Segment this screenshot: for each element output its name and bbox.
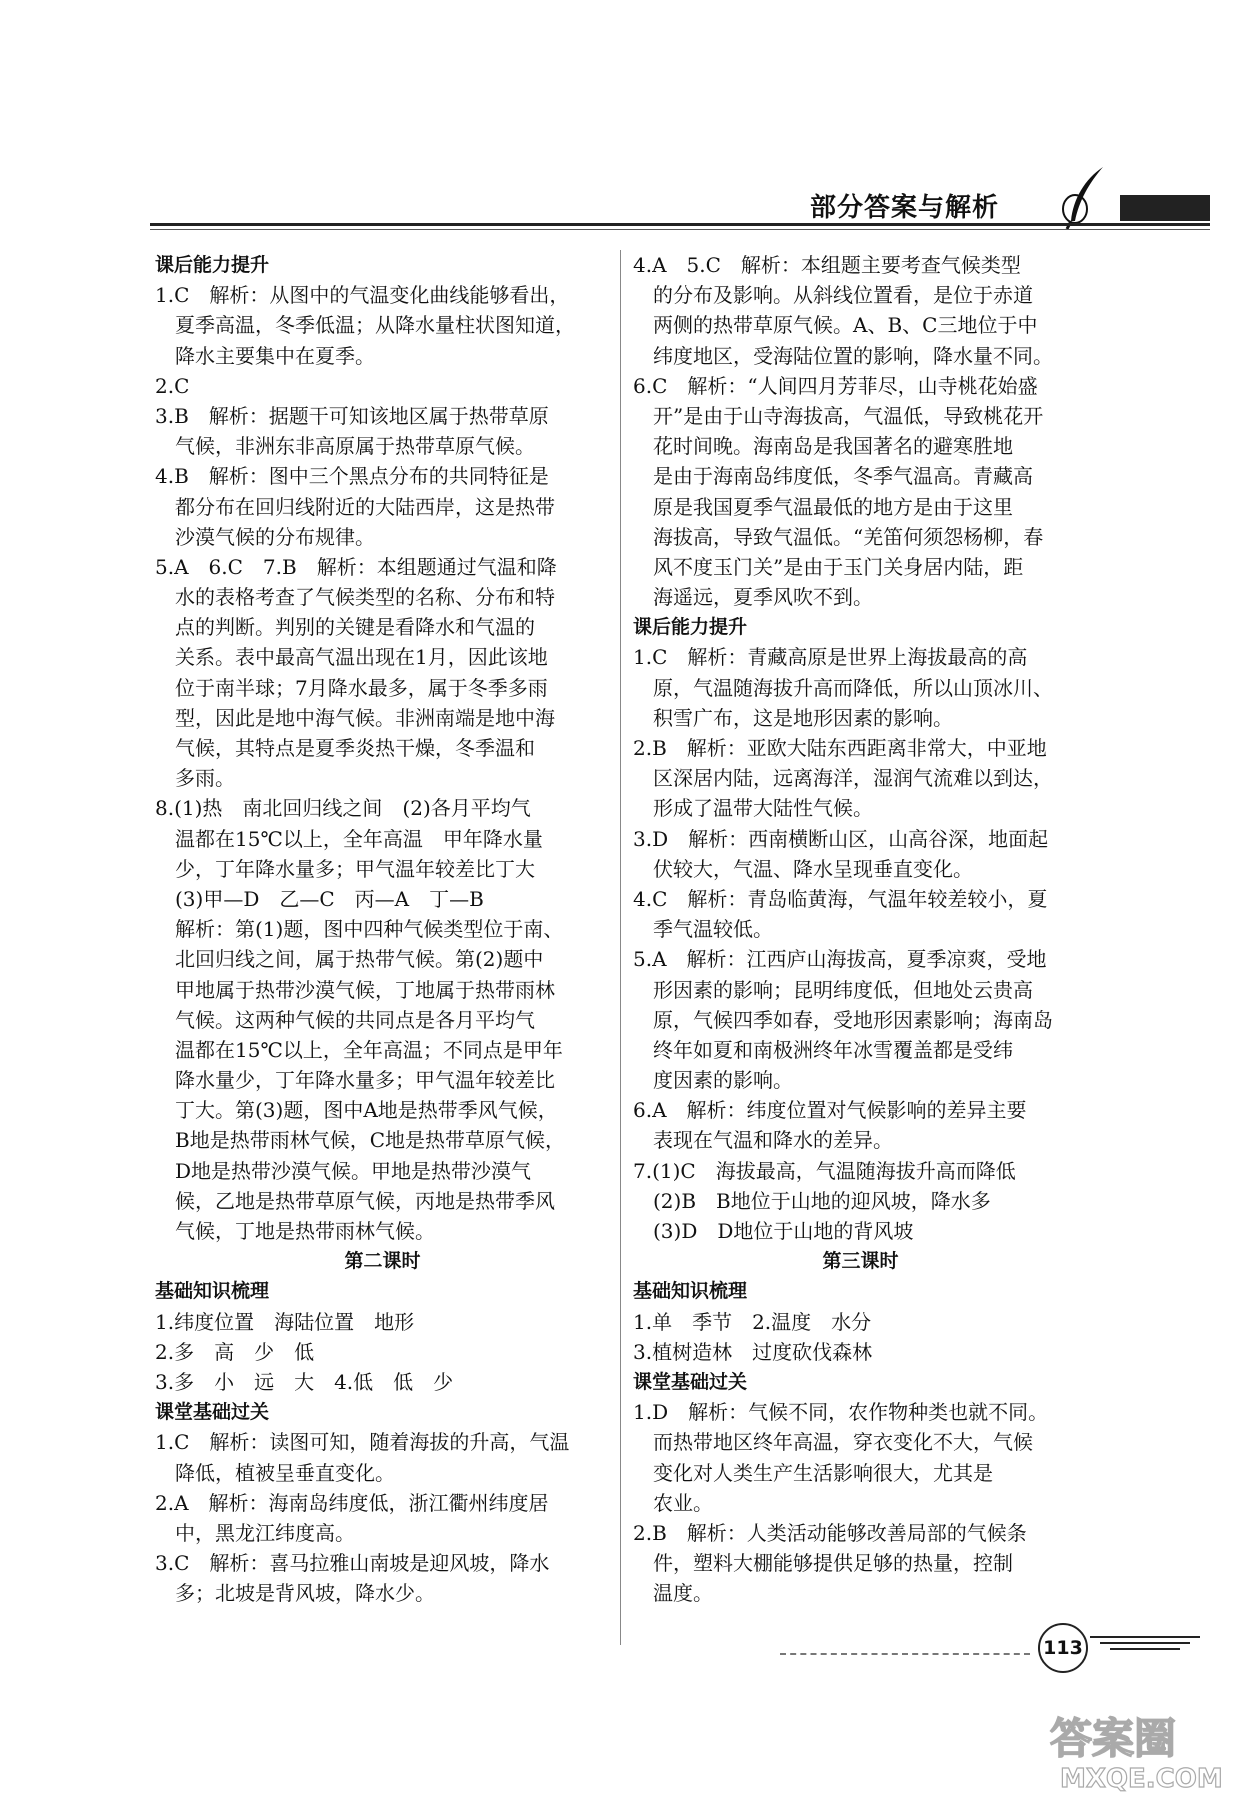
answer-line: 中，黑龙江纬度高。 [155, 1520, 355, 1545]
answer-line: 丁大。第(3)题，图中A地是热带季风气候， [155, 1098, 558, 1123]
answer-line: 纬度地区，受海陆位置的影响，降水量不同。 [633, 343, 1053, 368]
answer-line: 而热带地区终年高温，穿衣变化不大，气候 [633, 1430, 1033, 1455]
answer-line: 1.单 季节 2.温度 水分 [633, 1309, 872, 1334]
answer-line: 气候，丁地是热带雨林气候。 [155, 1219, 435, 1243]
answer-line: 8.(1)热 南北回归线之间 (2)各月平均气 [155, 796, 531, 821]
answer-line: 温都在15℃以上，全年高温 甲年降水量 [155, 826, 543, 851]
answer-line: 2.A 解析：海南岛纬度低，浙江衢州纬度居 [155, 1490, 549, 1515]
answer-line: 风不度玉门关”是由于玉门关身居内陆，距 [633, 554, 1024, 579]
answer-line: 1.C 解析：从图中的气温变化曲线能够看出， [155, 283, 570, 308]
answer-line: 甲地属于热带沙漠气候，丁地属于热带雨林 [155, 977, 555, 1002]
section-heading: 课堂基础过关 [155, 1401, 270, 1424]
answer-line: 1.纬度位置 海陆位置 地形 [155, 1309, 415, 1334]
answer-line: 水的表格考查了气候类型的名称、分布和特 [155, 585, 555, 610]
section-heading: 课堂基础过关 [633, 1370, 748, 1393]
answer-line: 位于南半球；7月降水最多，属于冬季多雨 [155, 675, 548, 700]
answer-line: 沙漠气候的分布规律。 [155, 524, 375, 549]
answer-line: 降水量少，丁年降水量多；甲气温年较差比 [155, 1068, 555, 1093]
answer-line: 2.多 高 少 低 [155, 1339, 315, 1364]
answer-line: 形因素的影响；昆明纬度低，但地处云贵高 [633, 977, 1033, 1002]
answer-line: (3)甲—D 乙—C 丙—A 丁—B [155, 886, 484, 911]
right-column [633, 250, 1088, 1608]
answer-line: 解析：第(1)题，图中四种气候类型位于南、 [155, 917, 564, 942]
answer-line: 温度。 [633, 1581, 713, 1606]
answer-line: 点的判断。判别的关键是看降水和气温的 [155, 615, 535, 640]
watermark-logo [1040, 1705, 1240, 1795]
page-footer [780, 1615, 1220, 1675]
answer-line: 气候，非洲东非高原属于热带草原气候。 [155, 434, 535, 459]
answer-line: 少，丁年降水量多；甲气温年较差比丁大 [155, 856, 535, 881]
watermark-seal-icon [1040, 1705, 1240, 1795]
svg-text:答案圈: 答案圈 [1050, 1714, 1177, 1763]
header-rule-thin [150, 229, 1210, 230]
answer-line: B地是热带雨林气候，C地是热带草原气候， [155, 1128, 565, 1153]
answer-line: 的分布及影响。从斜线位置看，是位于赤道 [633, 283, 1033, 308]
answer-line: 5.A 解析：江西庐山海拔高，夏季凉爽，受地 [633, 947, 1047, 972]
answer-line: 是由于海南岛纬度低，冬季气温高。青藏高 [633, 464, 1033, 489]
lesson-heading: 第二课时 [344, 1250, 421, 1273]
answer-line: 7.(1)C 海拔最高，气温随海拔升高而降低 [633, 1158, 1016, 1183]
footer-dotted-rule [780, 1653, 1030, 1655]
answer-line: 3.植树造林 过度砍伐森林 [633, 1339, 873, 1364]
answer-line: 两侧的热带草原气候。A、B、C三地位于中 [633, 313, 1038, 338]
answer-line: 形成了温带大陆性气候。 [633, 796, 873, 821]
header-rule [150, 223, 1210, 226]
section-heading: 基础知识梳理 [155, 1280, 270, 1303]
answer-line: 6.C 解析：“人间四月芳菲尽，山寺桃花始盛 [633, 373, 1038, 398]
answer-line: 1.C 解析：青藏高原是世界上海拔最高的高 [633, 645, 1028, 670]
answer-line: 4.C 解析：青岛临黄海，气温年较差较小，夏 [633, 886, 1048, 911]
answer-line: 区深居内陆，远离海洋，湿润气流难以到达， [633, 766, 1053, 791]
column-divider [620, 250, 621, 1645]
answer-line: 3.D 解析：西南横断山区，山高谷深，地面起 [633, 826, 1049, 851]
lesson-heading: 第三课时 [822, 1250, 899, 1273]
answer-line: 4.A 5.C 解析：本组题主要考查气候类型 [633, 253, 1021, 277]
svg-text:MXQE.COM: MXQE.COM [1060, 1764, 1223, 1794]
answer-line: 降低，植被呈垂直变化。 [155, 1460, 395, 1485]
answer-line: 花时间晚。海南岛是我国著名的避寒胜地 [633, 434, 1013, 459]
answer-line: 降水主要集中在夏季。 [155, 343, 375, 368]
answer-line: 海遥远，夏季风吹不到。 [633, 585, 873, 610]
answer-line: 终年如夏和南极洲终年冰雪覆盖都是受纬 [633, 1037, 1013, 1062]
answer-line: 3.多 小 远 大 4.低 低 少 [155, 1369, 454, 1394]
answer-line: (2)B B地位于山地的迎风坡，降水多 [633, 1188, 991, 1213]
answer-line: 夏季高温，冬季低温；从降水量柱状图知道， [155, 313, 575, 338]
answer-line: 开”是由于山寺海拔高，气温低，导致桃花开 [633, 403, 1044, 428]
left-column [155, 250, 610, 1608]
answer-line: 伏较大，气温、降水呈现垂直变化。 [633, 856, 973, 881]
answer-line: 气候，其特点是夏季炎热干燥，冬季温和 [155, 736, 535, 760]
answer-line: 2.C [155, 373, 190, 398]
answer-line: 3.C 解析：喜马拉雅山南坡是迎风坡，降水 [155, 1551, 550, 1576]
answer-line: 气候。这两种气候的共同点是各月平均气 [155, 1007, 535, 1032]
answer-line: 3.B 解析：据题干可知该地区属于热带草原 [155, 403, 549, 428]
answer-line: 候，乙地是热带草原气候，丙地是热带季风 [155, 1188, 555, 1213]
answer-line: 度因素的影响。 [633, 1068, 793, 1093]
answer-line: 原是我国夏季气温最低的地方是由于这里 [633, 494, 1013, 519]
page-header [150, 185, 1210, 230]
answer-line: 积雪广布，这是地形因素的影响。 [633, 705, 953, 730]
header-bar-decoration [1120, 195, 1210, 221]
answer-line: 温都在15℃以上，全年高温；不同点是甲年 [155, 1037, 563, 1062]
answer-line: 季气温较低。 [633, 917, 773, 942]
page-number: 113 [1038, 1623, 1088, 1673]
answer-line: 5.A 6.C 7.B 解析：本组题通过气温和降 [155, 554, 557, 579]
answer-line: (3)D D地位于山地的背风坡 [633, 1219, 914, 1243]
answer-line: 海拔高，导致气温低。“羌笛何须怨杨柳，春 [633, 524, 1044, 549]
answer-line: 变化对人类生产生活影响很大，尤其是 [633, 1460, 993, 1485]
section-heading: 课后能力提升 [633, 616, 748, 639]
speed-lines-icon [1090, 1633, 1200, 1653]
answer-line: 4.B 解析：图中三个黑点分布的共同特征是 [155, 464, 549, 489]
answer-line: 件，塑料大棚能够提供足够的热量，控制 [633, 1551, 1013, 1576]
answer-line: 型，因此是地中海气候。非洲南端是地中海 [155, 705, 555, 730]
quill-pen-icon [1055, 165, 1115, 231]
answer-line: 北回归线之间，属于热带气候。第(2)题中 [155, 947, 544, 972]
answer-line: 2.B 解析：人类活动能够改善局部的气候条 [633, 1520, 1027, 1545]
answer-line: 农业。 [633, 1490, 713, 1515]
section-heading: 课后能力提升 [155, 254, 270, 276]
answer-line: 1.D 解析：气候不同，农作物种类也就不同。 [633, 1400, 1049, 1425]
answer-line: 原，气候四季如春，受地形因素影响；海南岛 [633, 1007, 1053, 1032]
answer-line: 表现在气温和降水的差异。 [633, 1128, 893, 1153]
answer-line: 原，气温随海拔升高而降低，所以山顶冰川、 [633, 675, 1053, 700]
answer-line: 2.B 解析：亚欧大陆东西距离非常大，中亚地 [633, 736, 1047, 760]
section-heading: 基础知识梳理 [633, 1280, 748, 1303]
answer-line: 6.A 解析：纬度位置对气候影响的差异主要 [633, 1098, 1027, 1123]
answer-line: D地是热带沙漠气候。甲地是热带沙漠气 [155, 1158, 532, 1183]
answer-line: 1.C 解析：读图可知，随着海拔的升高，气温 [155, 1430, 570, 1455]
answer-line: 关系。表中最高气温出现在1月，因此该地 [155, 645, 548, 670]
header-title: 部分答案与解析 [810, 193, 1000, 223]
answer-line: 多雨。 [155, 766, 235, 791]
answer-line: 多；北坡是背风坡，降水少。 [155, 1581, 435, 1606]
answer-line: 都分布在回归线附近的大陆西岸，这是热带 [155, 494, 555, 519]
